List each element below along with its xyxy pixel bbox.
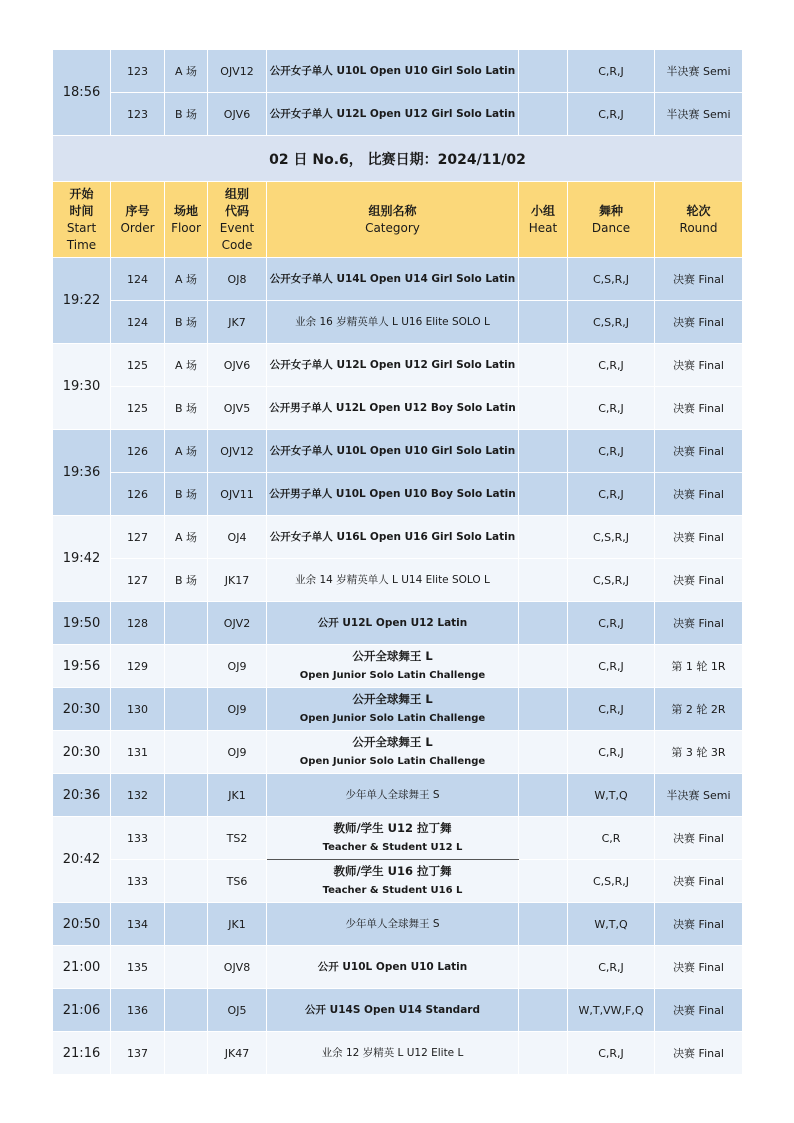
floor bbox=[165, 946, 208, 989]
table-row bbox=[53, 946, 743, 989]
category: 公开女子单人 U14L Open U14 Girl Solo Latin bbox=[267, 258, 519, 301]
floor: B 场 bbox=[165, 387, 208, 430]
day-title-row bbox=[53, 136, 743, 182]
heat bbox=[519, 430, 568, 473]
event-code: TS2 bbox=[208, 817, 267, 860]
header-dance: 舞种 Dance bbox=[568, 182, 655, 258]
category-en: Open Junior Solo Latin Challenge bbox=[299, 670, 486, 681]
dance: C,R,J bbox=[568, 602, 655, 645]
heat bbox=[519, 817, 568, 860]
heat bbox=[519, 559, 568, 602]
order: 125 bbox=[111, 387, 165, 430]
dance: C,R bbox=[568, 817, 655, 860]
category: 业余 12 岁精英 L U12 Elite L bbox=[267, 1032, 519, 1075]
category bbox=[267, 645, 519, 688]
category: 公开 U14S Open U14 Standard bbox=[267, 989, 519, 1032]
order: 129 bbox=[111, 645, 165, 688]
start-time: 19:36 bbox=[53, 430, 111, 516]
category bbox=[267, 688, 519, 731]
round: 决赛 Final bbox=[655, 387, 743, 430]
header-category: 组别名称 Category bbox=[267, 182, 519, 258]
start-time: 19:56 bbox=[53, 645, 111, 688]
start-time: 20:30 bbox=[53, 688, 111, 731]
order: 127 bbox=[111, 516, 165, 559]
dance: C,S,R,J bbox=[568, 559, 655, 602]
round: 决赛 Final bbox=[655, 516, 743, 559]
dance: C,R,J bbox=[568, 473, 655, 516]
event-code: JK1 bbox=[208, 774, 267, 817]
order: 134 bbox=[111, 903, 165, 946]
category-zh: 教师/学生 U16 拉丁舞 bbox=[333, 864, 452, 878]
round: 第 3 轮 3R bbox=[655, 731, 743, 774]
floor: A 场 bbox=[165, 516, 208, 559]
table-row bbox=[53, 387, 743, 430]
order: 125 bbox=[111, 344, 165, 387]
category-zh: 公开全球舞王 L bbox=[352, 649, 433, 663]
round: 决赛 Final bbox=[655, 430, 743, 473]
round: 决赛 Final bbox=[655, 817, 743, 860]
heat bbox=[519, 860, 568, 903]
table-row bbox=[53, 860, 743, 903]
dance: C,R,J bbox=[568, 344, 655, 387]
heat bbox=[519, 1032, 568, 1075]
event-code: OJ9 bbox=[208, 688, 267, 731]
event-code: OJV6 bbox=[208, 93, 267, 136]
order: 123 bbox=[111, 93, 165, 136]
category: 业余 14 岁精英单人 L U14 Elite SOLO L bbox=[267, 559, 519, 602]
event-code: JK17 bbox=[208, 559, 267, 602]
dance: W,T,Q bbox=[568, 903, 655, 946]
event-code: OJV8 bbox=[208, 946, 267, 989]
floor bbox=[165, 602, 208, 645]
floor: B 场 bbox=[165, 473, 208, 516]
order: 131 bbox=[111, 731, 165, 774]
schedule-table bbox=[52, 49, 743, 1075]
header-event-code: 组别代码 Event Code bbox=[208, 182, 267, 258]
table-row bbox=[53, 645, 743, 688]
heat bbox=[519, 903, 568, 946]
floor bbox=[165, 989, 208, 1032]
table-row bbox=[53, 688, 743, 731]
event-code: OJV2 bbox=[208, 602, 267, 645]
heat bbox=[519, 731, 568, 774]
table-row bbox=[53, 93, 743, 136]
order: 130 bbox=[111, 688, 165, 731]
round: 决赛 Final bbox=[655, 473, 743, 516]
round: 决赛 Final bbox=[655, 559, 743, 602]
start-time: 20:50 bbox=[53, 903, 111, 946]
category: 少年单人全球舞王 S bbox=[267, 903, 519, 946]
dance: C,R,J bbox=[568, 688, 655, 731]
heat bbox=[519, 688, 568, 731]
order: 126 bbox=[111, 430, 165, 473]
dance: C,R,J bbox=[568, 93, 655, 136]
event-code: OJV12 bbox=[208, 430, 267, 473]
table-row bbox=[53, 731, 743, 774]
floor bbox=[165, 688, 208, 731]
dance: C,S,R,J bbox=[568, 860, 655, 903]
round: 决赛 Final bbox=[655, 258, 743, 301]
order: 128 bbox=[111, 602, 165, 645]
heat bbox=[519, 50, 568, 93]
table-row bbox=[53, 516, 743, 559]
start-time: 21:16 bbox=[53, 1032, 111, 1075]
dance: C,R,J bbox=[568, 387, 655, 430]
category-en: Teacher & Student U12 L bbox=[322, 842, 463, 853]
heat bbox=[519, 645, 568, 688]
start-time: 19:30 bbox=[53, 344, 111, 430]
round: 半决赛 Semi bbox=[655, 50, 743, 93]
header-row bbox=[53, 182, 743, 258]
round: 决赛 Final bbox=[655, 946, 743, 989]
heat bbox=[519, 473, 568, 516]
order: 124 bbox=[111, 258, 165, 301]
floor bbox=[165, 774, 208, 817]
heat bbox=[519, 344, 568, 387]
round: 半决赛 Semi bbox=[655, 93, 743, 136]
start-time: 19:42 bbox=[53, 516, 111, 602]
heat bbox=[519, 774, 568, 817]
category bbox=[267, 817, 519, 860]
dance: C,S,R,J bbox=[568, 516, 655, 559]
table-row bbox=[53, 1032, 743, 1075]
category: 公开男子单人 U12L Open U12 Boy Solo Latin bbox=[267, 387, 519, 430]
category-en: Open Junior Solo Latin Challenge bbox=[299, 713, 486, 724]
order: 126 bbox=[111, 473, 165, 516]
category: 公开女子单人 U10L Open U10 Girl Solo Latin bbox=[267, 50, 519, 93]
start-time: 19:50 bbox=[53, 602, 111, 645]
dance: C,R,J bbox=[568, 731, 655, 774]
round: 第 1 轮 1R bbox=[655, 645, 743, 688]
category: 公开女子单人 U12L Open U12 Girl Solo Latin bbox=[267, 344, 519, 387]
dance: W,T,Q bbox=[568, 774, 655, 817]
category: 公开女子单人 U12L Open U12 Girl Solo Latin bbox=[267, 93, 519, 136]
category: 业余 16 岁精英单人 L U16 Elite SOLO L bbox=[267, 301, 519, 344]
dance: C,R,J bbox=[568, 946, 655, 989]
round: 决赛 Final bbox=[655, 301, 743, 344]
category-zh: 公开全球舞王 L bbox=[352, 735, 433, 749]
start-time: 18:56 bbox=[53, 50, 111, 136]
event-code: OJV12 bbox=[208, 50, 267, 93]
start-time: 20:30 bbox=[53, 731, 111, 774]
heat bbox=[519, 301, 568, 344]
event-code: OJV11 bbox=[208, 473, 267, 516]
table-row bbox=[53, 903, 743, 946]
category bbox=[267, 731, 519, 774]
table-row bbox=[53, 559, 743, 602]
floor bbox=[165, 817, 208, 860]
floor bbox=[165, 645, 208, 688]
category: 公开 U12L Open U12 Latin bbox=[267, 602, 519, 645]
start-time: 20:42 bbox=[53, 817, 111, 903]
dance: C,R,J bbox=[568, 645, 655, 688]
heat bbox=[519, 258, 568, 301]
round: 决赛 Final bbox=[655, 860, 743, 903]
heat bbox=[519, 387, 568, 430]
category-zh: 教师/学生 U12 拉丁舞 bbox=[333, 821, 452, 835]
round: 半决赛 Semi bbox=[655, 774, 743, 817]
floor: A 场 bbox=[165, 258, 208, 301]
event-code: OJ5 bbox=[208, 989, 267, 1032]
heat bbox=[519, 602, 568, 645]
floor: A 场 bbox=[165, 344, 208, 387]
order: 135 bbox=[111, 946, 165, 989]
event-code: OJV6 bbox=[208, 344, 267, 387]
floor: A 场 bbox=[165, 50, 208, 93]
table-row bbox=[53, 50, 743, 93]
floor bbox=[165, 860, 208, 903]
table-row bbox=[53, 817, 743, 860]
event-code: JK47 bbox=[208, 1032, 267, 1075]
table-row bbox=[53, 989, 743, 1032]
heat bbox=[519, 946, 568, 989]
category: 公开 U10L Open U10 Latin bbox=[267, 946, 519, 989]
order: 132 bbox=[111, 774, 165, 817]
header-round: 轮次 Round bbox=[655, 182, 743, 258]
floor bbox=[165, 903, 208, 946]
table-row bbox=[53, 258, 743, 301]
floor: B 场 bbox=[165, 93, 208, 136]
dance: C,S,R,J bbox=[568, 301, 655, 344]
header-order: 序号 Order bbox=[111, 182, 165, 258]
heat bbox=[519, 516, 568, 559]
event-code: OJ9 bbox=[208, 731, 267, 774]
order: 123 bbox=[111, 50, 165, 93]
floor bbox=[165, 1032, 208, 1075]
category: 少年单人全球舞王 S bbox=[267, 774, 519, 817]
round: 决赛 Final bbox=[655, 903, 743, 946]
category bbox=[267, 860, 519, 903]
category: 公开男子单人 U10L Open U10 Boy Solo Latin bbox=[267, 473, 519, 516]
day-title: 02 日 No.6， 比赛日期：2024/11/02 bbox=[53, 136, 743, 182]
category-en: Open Junior Solo Latin Challenge bbox=[299, 756, 486, 767]
table-row bbox=[53, 774, 743, 817]
dance: C,S,R,J bbox=[568, 258, 655, 301]
order: 127 bbox=[111, 559, 165, 602]
round: 决赛 Final bbox=[655, 602, 743, 645]
category: 公开女子单人 U10L Open U10 Girl Solo Latin bbox=[267, 430, 519, 473]
round: 第 2 轮 2R bbox=[655, 688, 743, 731]
table-row bbox=[53, 344, 743, 387]
header-start-time: 开始时间 Start Time bbox=[53, 182, 111, 258]
category-zh: 公开全球舞王 L bbox=[352, 692, 433, 706]
event-code: JK7 bbox=[208, 301, 267, 344]
table-row bbox=[53, 301, 743, 344]
start-time: 21:00 bbox=[53, 946, 111, 989]
floor: B 场 bbox=[165, 301, 208, 344]
event-code: TS6 bbox=[208, 860, 267, 903]
event-code: OJ4 bbox=[208, 516, 267, 559]
event-code: JK1 bbox=[208, 903, 267, 946]
floor: A 场 bbox=[165, 430, 208, 473]
order: 133 bbox=[111, 817, 165, 860]
dance: W,T,VW,F,Q bbox=[568, 989, 655, 1032]
table-row bbox=[53, 602, 743, 645]
start-time: 19:22 bbox=[53, 258, 111, 344]
event-code: OJ9 bbox=[208, 645, 267, 688]
start-time: 21:06 bbox=[53, 989, 111, 1032]
dance: C,R,J bbox=[568, 430, 655, 473]
dance: C,R,J bbox=[568, 1032, 655, 1075]
event-code: OJV5 bbox=[208, 387, 267, 430]
order: 136 bbox=[111, 989, 165, 1032]
table-row bbox=[53, 473, 743, 516]
start-time: 20:36 bbox=[53, 774, 111, 817]
round: 决赛 Final bbox=[655, 344, 743, 387]
round: 决赛 Final bbox=[655, 1032, 743, 1075]
dance: C,R,J bbox=[568, 50, 655, 93]
heat bbox=[519, 93, 568, 136]
round: 决赛 Final bbox=[655, 989, 743, 1032]
category-en: Teacher & Student U16 L bbox=[322, 885, 463, 896]
table-row bbox=[53, 430, 743, 473]
order: 124 bbox=[111, 301, 165, 344]
order: 137 bbox=[111, 1032, 165, 1075]
floor bbox=[165, 731, 208, 774]
header-floor: 场地 Floor bbox=[165, 182, 208, 258]
category: 公开女子单人 U16L Open U16 Girl Solo Latin bbox=[267, 516, 519, 559]
header-heat: 小组 Heat bbox=[519, 182, 568, 258]
event-code: OJ8 bbox=[208, 258, 267, 301]
floor: B 场 bbox=[165, 559, 208, 602]
heat bbox=[519, 989, 568, 1032]
order: 133 bbox=[111, 860, 165, 903]
